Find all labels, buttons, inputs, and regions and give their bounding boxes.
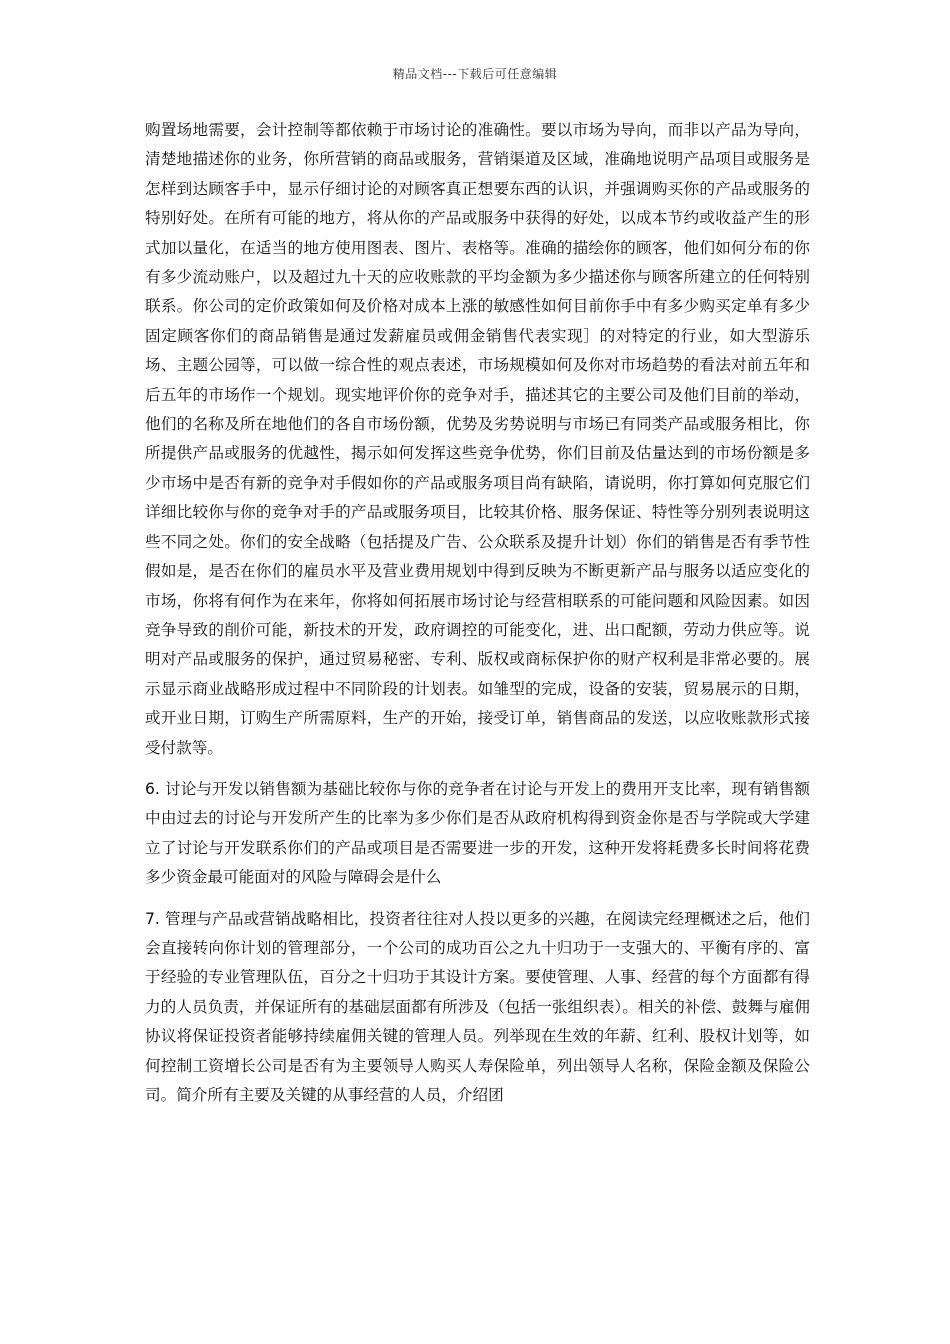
paragraph-research-development: 6. 讨论与开发以销售额为基础比较你与你的竞争者在讨论与开发上的费用开支比率，现有销售额中由过去的讨论与开发所产生的比率为多少你们是否从政府机构得到资金你是否与学院或大学建立了讨论与开发联系你们的产品或项目是否需要进一步的开发，这种开发将耗费多长时间将花费多少资金最可能面对的风险与障碍会是什么	[145, 779, 810, 887]
paragraph-market-analysis: 购置场地需要，会计控制等都依赖于市场讨论的准确性。要以市场为导向，而非以产品为导向，清楚地描述你的业务，你所营销的商品或服务，营销渠道及区域，准确地说明产品项目或服务是怎样到达顾客手中，显示仔细讨论的对顾客真正想要东西的认识，并强调购买你的产品或服务的特别好处。在所有可能的地方，将从你的产品或服务中获得的好处，以成本节约或收益产生的形式加以量化，在适当的地方使用图表、图片、表格等。准确的描绘你的顾客，他们如何分布的你有多少流动账户，以及超过九十天的应收账款的平均金额为多少描述你与顾客所建立的任何特别联系。你公司的定价政策如何及价格对成本上涨的敏感性如何目前你手中有多少购买定单有多少固定顾客你们的商品销售是通过发薪雇员或佣金销售代表实现］的对特定的行业，如大型游乐场、主题公园等，可以做一综合性的观点表述，市场规模如何及你对市场趋势的看法对前五年和后五年的市场作一个规划。现实地评价你的竞争对手，描述其它的主要公司及他们目前的举动，他们的名称及所在地他们的各自市场份额，优势及劣势说明与市场已有同类产品或服务相比，你所提供产品或服务的优越性，揭示如何发挥这些竞争优势，你们目前及估量达到的市场份额是多少市场中是否有新的竞争对手假如你的产品或服务项目尚有缺陷，请说明，你打算如何克服它们详细比较你与你的竞争对手的产品或服务项目，比较其价格、服务保证、特性等分别列表说明这些不同之处。你们的安全战略（包括提及广告、公众联系及提升计划）你们的销售是否有季节性假如是，是否在你们的雇员水平及营业费用规划中得到反映为不断更新产品与服务以适应变化的市场，你将有何作为在来年，你将如何拓展市场讨论与经营相联系的可能问题和风险因素。如因竞争导致的削价可能，新技术的开发，政府调控的可能变化，进、出口配额，劳动力供应等。说明对产品或服务的保护，通过贸易秘密、专利、版权或商标保护你的财产权利是非常必要的。展示显示商业战略形成过程中不同阶段的计划表。如雏型的完成，设备的安装，贸易展示的日期，或开业日期，订购生产所需原料，生产的开始，接受订单，销售商品的发送，以应收账款形式接受付款等。	[145, 121, 810, 757]
paragraph-management: 7. 管理与产品或营销战略相比，投资者往往对人投以更多的兴趣，在阅读完经理概述之后，他们会直接转向你计划的管理部分，一个公司的成功百公之九十归功于一支强大的、平衡有序的、富于经验的专业管理队伍，百分之十归功于其设计方案。要使管理、人事、经营的每个方面都有得力的人员负责，并保证所有的基础层面都有所涉及（包括一张组织表）。相关的补偿、鼓舞与雇佣协议将保证投资者能够持续雇佣关键的管理人员。列举现在生效的年薪、红利、股权计划等，如何控制工资增长公司是否有为主要领导人购买人寿保险单，列出领导人名称，保险金额及保险公司。简介所有主要及关键的从事经营的人员，介绍团	[145, 909, 810, 1104]
document-body	[145, 116, 810, 1110]
page-header: 精品文档---下载后可任意编辑	[392, 67, 558, 81]
